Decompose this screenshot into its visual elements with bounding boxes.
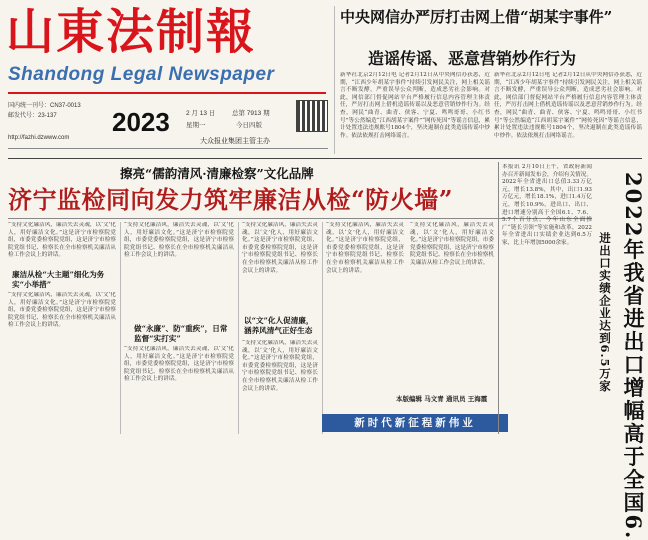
main-story-col4: “支持文化廉洁风，廉洁失去灵魂，以‘文’化人，用好廉洁文化。”这是济宁市检察院党组，市委党委检察院党组，这是济宁市检察院党组书记、检察长在全市检察机关廉洁从检工作会议上的讲话。 xyxy=(326,222,404,274)
side-story-vertical-subheadline: 进出口实绩企业达到6.5万家 xyxy=(598,232,612,393)
top-story-body: 新华社北京2月12日电 记者2月12日从中央网信办获悉，近期，“江西少年胡某宇事件”持续引发网民关注，网上相关谣言不断发酵，严重误导公众判断，造成恶劣社会影响。对此，网信部门督促网站平台严格履行信息内容管理主体责任，严厉打击网上借机造谣传谣以及恶意营销炒作行为。经查，网民“曲青、曲青、侠客、宁夏、鸣鸣哥哥、小红书号”等公然编造“江西胡某宇案件”“网传死因”等谣言信息，累计处置违法违规账号1804个，坚决遏制在此类造谣传谣中炒作。依法依规打击网络谣言。 xyxy=(340,72,490,139)
issue-total-number: 总第 7913 期 xyxy=(232,110,270,117)
top-story-headline: 中央网信办严厉打击网上借“胡某宇事件” xyxy=(340,8,613,26)
main-story-col2: “支持文化廉洁风，廉洁失去灵魂，以‘文’化人，用好廉洁文化。”这是济宁市检察院党组，市委党委检察院党组，这是济宁市检察院党组书记、检察长在全市检察机关廉洁从检工作会议上的讲话。 xyxy=(124,222,234,259)
postal-code-line: 邮发代号：23-137 xyxy=(8,113,57,119)
publisher-slogan: 大众报业集团主管主办 xyxy=(200,137,270,145)
column-rule xyxy=(238,222,239,434)
issn-line: 国内统一刊号：CN37-0013 xyxy=(8,103,81,109)
main-story-col5: “支持文化廉洁风，廉洁失去灵魂，以‘文’化人，用好廉洁文化。”这是济宁市检察院党组，市委党委检察院党组，这是济宁市检察院党组书记、检察长在全市检察机关廉洁从检工作会议上的讲话。 xyxy=(410,222,494,266)
top-story-body-cont: 新华社北京2月12日电 记者2月12日从中央网信办获悉，近期，“江西少年胡某宇事件”持续引发网民关注，网上相关谣言不断发酵，严重误导公众判断，造成恶劣社会影响。对此，网信部门督促网站平台严格履行信息内容管理主体责任，严厉打击网上借机造谣传谣以及恶意营销炒作行为。经查，网民“曲青、曲青、侠客、宁夏、鸣鸣哥哥、小红书号”等公然编造“江西胡某宇案件”“网传死因”等谣言信息，累计处置违法违规账号1804个，坚决遏制在此类造谣传谣中炒作。依法依规打击网络谣言。 xyxy=(494,72,642,139)
page-count: 今日四版 xyxy=(236,122,262,129)
main-subhead-2: 做“永廉”、防“重疾”，日常监督“实打实” xyxy=(134,324,228,343)
main-story-col2b: “支持文化廉洁风，廉洁失去灵魂，以‘文’化人，用好廉洁文化。”这是济宁市检察院党组，市委党委检察院党组，这是济宁市检察院党组书记、检察长在全市检察机关廉洁从检工作会议上的讲话。 xyxy=(124,346,234,383)
masthead-divider xyxy=(8,148,328,149)
column-rule xyxy=(322,222,323,434)
editor-credits: 本版编辑 马文青 通讯员 王海霞 xyxy=(396,395,488,403)
website-url[interactable]: http://fazhi.dzwww.com xyxy=(8,135,70,141)
issue-weekday: 星期一 xyxy=(186,122,206,129)
column-rule xyxy=(334,6,335,154)
main-story-headline: 济宁监检同向发力筑牢廉洁从检“防火墙” xyxy=(8,185,454,214)
side-story-vertical-headline: 2022年我省进出口增幅高于全国6. xyxy=(621,172,646,540)
feature-headline: 擦亮“儒韵清风·清廉检察”文化品牌 xyxy=(120,166,314,181)
side-story-body: 本报讯 2月10日上午，省政府新闻办召开新闻发布会，介绍有关情况。2022年全省进出口总值3.33万亿元，增长13.8%，其中，出口1.93万亿元，增长18.1%，进口1.4万亿元，增长10.9%。进出口、出口、进口增速分别高于全国6.1、7.6、5.7个百分点，今年山东全面推广“链长引领”等实施和改革，2022年全省进出口实绩企业达到6.5万家，比上年增加5000余家。 xyxy=(502,164,592,246)
main-subhead-1: 廉洁从检“大主题”细化为务实“小举措” xyxy=(12,270,105,289)
main-subhead-3: 以“文”化人促清廉，涵养风清气正好生态 xyxy=(244,316,314,335)
main-story-col3b: “支持文化廉洁风，廉洁失去灵魂，以‘文’化人，用好廉洁文化。”这是济宁市检察院党组，市委党委检察院党组，这是济宁市检察院党组书记、检察长在全市检察机关廉洁从检工作会议上的讲话。 xyxy=(242,340,318,392)
column-rule xyxy=(498,162,499,434)
main-story-col3: “支持文化廉洁风，廉洁失去灵魂，以‘文’化人，用好廉洁文化。”这是济宁市检察院党组，市委党委检察院党组，这是济宁市检察院党组书记、检察长在全市检察机关廉洁从检工作会议上的讲话。 xyxy=(242,222,318,274)
masthead-title: 山東法制報 xyxy=(6,4,257,60)
issue-year: 2023 xyxy=(112,107,170,137)
bottom-banner: 新时代新征程新伟业 xyxy=(322,414,508,432)
masthead-rule xyxy=(8,92,326,94)
column-rule xyxy=(120,222,121,434)
main-story-col1: “支持文化廉洁风，廉洁失去灵魂，以‘文’化人，用好廉洁文化。”这是济宁市检察院党组，市委党委检察院党组，这是济宁市检察院党组书记、检察长在全市检察机关廉洁从检工作会议上的讲话。 xyxy=(8,292,116,329)
main-story-intro: “支持文化廉洁风，廉洁失去灵魂，以‘文’化人，用好廉洁文化。”这是济宁市检察院党组，市委党委检察院党组，这是济宁市检察院党组书记、检察长在全市检察机关廉洁从检工作会议上的讲话。 xyxy=(8,222,116,259)
section-divider xyxy=(8,158,642,159)
top-story-subheadline: 造谣传谣、恶意营销炒作行为 xyxy=(368,49,577,68)
masthead-english-title: Shandong Legal Newspaper xyxy=(8,64,275,85)
issue-date: 2 月 13 日 xyxy=(186,110,216,117)
qr-code-icon xyxy=(296,100,328,132)
